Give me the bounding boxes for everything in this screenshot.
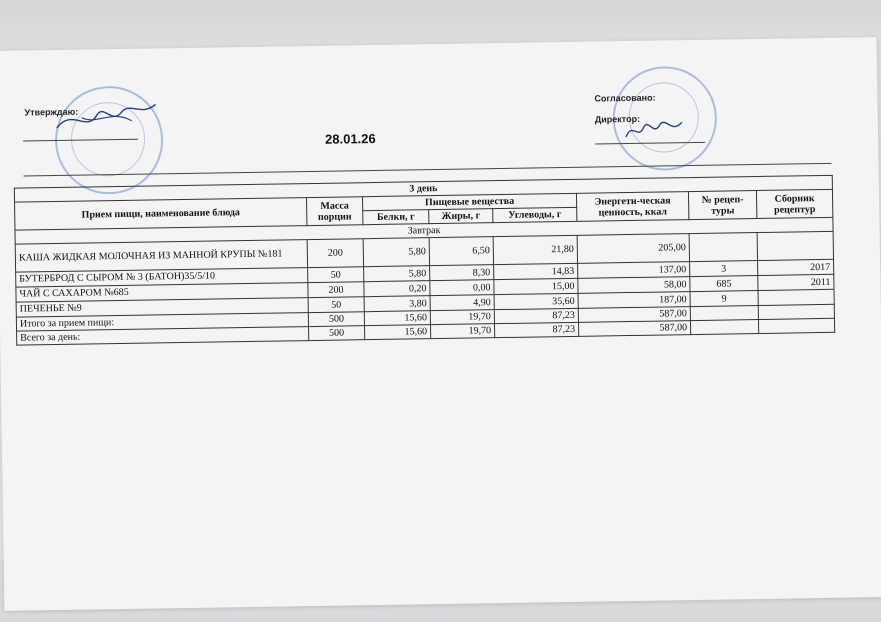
- subtotal-collection-empty: [758, 304, 834, 319]
- dish-protein: 5,80: [364, 266, 430, 282]
- dish-energy: 58,00: [578, 277, 690, 294]
- dish-fat: 6,50: [429, 237, 493, 266]
- total-protein: 15,60: [365, 325, 431, 340]
- dish-energy: 137,00: [578, 262, 690, 279]
- col-energy-header: Энергети-ческая ценность, ккал: [576, 192, 688, 222]
- dish-collection: [757, 231, 833, 260]
- dish-fat: 0,00: [430, 280, 494, 296]
- col-fat-header: Жиры, г: [429, 209, 493, 224]
- dish-name: БУТЕРБРОД С СЫРОМ № 3 (БАТОН)35/5/10: [16, 268, 308, 288]
- subtotal-recipe-empty: [690, 306, 758, 321]
- day-title: 3 день: [14, 175, 832, 202]
- section-breakfast: Завтрак: [15, 217, 833, 244]
- total-fat: 19,70: [431, 324, 495, 339]
- agreed-label: Согласовано:: [594, 92, 656, 104]
- dish-protein: 0,20: [364, 281, 430, 297]
- col-mass-header: Масса порции: [306, 197, 362, 226]
- col-meal-header: Прием пищи, наименование блюда: [15, 198, 307, 231]
- col-nutrients-header: Пищевые вещества: [362, 193, 576, 210]
- total-label: Всего за день:: [17, 327, 309, 346]
- dish-collection: 2017: [758, 259, 834, 275]
- dish-carb: 35,60: [494, 293, 578, 309]
- dish-energy: 187,00: [578, 292, 690, 309]
- dish-collection: 2011: [758, 274, 834, 290]
- dish-recipe: 3: [690, 261, 758, 277]
- right-signature: [622, 114, 692, 145]
- dish-fat: 8,30: [430, 265, 494, 281]
- dish-carb: 15,00: [494, 278, 578, 294]
- col-protein-header: Белки, г: [363, 210, 429, 225]
- dish-carb: 14,83: [494, 263, 578, 279]
- subtotal-label: Итого за прием пищи:: [16, 313, 308, 332]
- subtotal-mass: 500: [308, 312, 364, 327]
- dish-protein: 5,80: [363, 238, 429, 267]
- dish-mass: 50: [308, 267, 364, 283]
- dish-collection: [758, 289, 834, 305]
- total-recipe-empty: [690, 320, 758, 335]
- menu-table: [14, 175, 835, 346]
- dish-recipe: 685: [690, 276, 758, 292]
- approved-label: Утверждаю:: [24, 106, 79, 118]
- menu-document: [0, 37, 881, 611]
- total-mass: 500: [309, 326, 365, 341]
- col-recipe-header: № рецеп-туры: [688, 191, 756, 220]
- dish-name: ПЕЧЕНЬЕ №9: [16, 298, 308, 318]
- dish-energy: 205,00: [577, 234, 689, 264]
- dish-fat: 4,90: [430, 295, 494, 311]
- col-carb-header: Углеводы, г: [493, 207, 577, 222]
- dish-mass: 50: [308, 297, 364, 313]
- dish-name: ЧАЙ С САХАРОМ №685: [16, 283, 308, 303]
- dish-mass: 200: [307, 239, 363, 268]
- director-label: Директор:: [594, 113, 641, 125]
- total-collection-empty: [758, 318, 834, 333]
- total-carb: 87,23: [495, 322, 579, 337]
- dish-name: КАША ЖИДКАЯ МОЛОЧНАЯ ИЗ МАННОЙ КРУПЫ №181: [15, 240, 307, 273]
- subtotal-carb: 87,23: [494, 308, 578, 323]
- dish-recipe: 9: [690, 291, 758, 307]
- subtotal-energy: 587,00: [578, 307, 690, 323]
- dish-carb: 21,80: [493, 235, 577, 264]
- dish-mass: 200: [308, 282, 364, 298]
- dish-recipe: [689, 233, 757, 262]
- total-energy: 587,00: [578, 321, 690, 337]
- dish-protein: 3,80: [364, 296, 430, 312]
- subtotal-protein: 15,60: [364, 311, 430, 326]
- document-date: 28.01.26: [324, 130, 376, 147]
- subtotal-fat: 19,70: [430, 310, 494, 325]
- col-collection-header: Сборник рецептур: [756, 189, 832, 218]
- left-signature: [51, 96, 162, 138]
